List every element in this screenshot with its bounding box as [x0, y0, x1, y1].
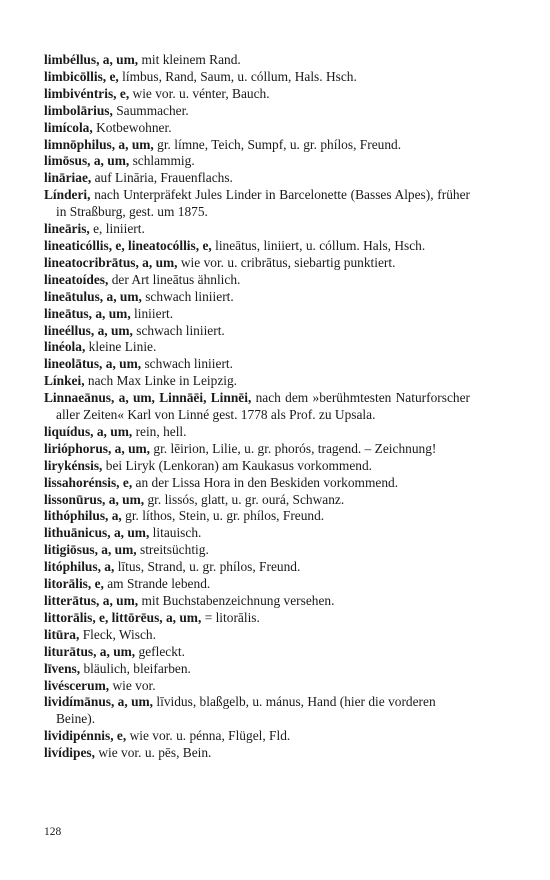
entry-text: nach dem »berühmtesten Naturforscher aller Zeiten« Karl von Linné gest. 1778 als Prof. zu Upsala. — [56, 390, 470, 423]
entry-text: lineātus, liniiert, u. cóllum. Hals, Hsch. — [215, 237, 426, 253]
entry — [44, 559, 470, 576]
page-number: 128 — [44, 826, 62, 838]
dictionary-page — [44, 52, 470, 762]
entry-term: littorālis, e, littōrēus, a, um, — [44, 609, 202, 625]
entry — [44, 593, 470, 610]
entry-text: = litorālis. — [204, 609, 260, 625]
entry-term: Linnaeānus, a, um, Linnāēi, Linnēi, — [44, 390, 252, 406]
entry-text: wie vor. u. pēs, Bein. — [98, 745, 212, 761]
entry — [44, 728, 470, 745]
entry-term: limbivéntris, e, — [44, 85, 130, 101]
entry-text: auf Linārіa, Frauenflachs. — [94, 170, 233, 186]
entry — [44, 52, 470, 69]
entry — [44, 627, 470, 644]
entry-text: litauisch. — [152, 525, 202, 541]
entry — [44, 441, 470, 458]
entry-term: lineaticóllis, e, lineatocóllis, e, — [44, 237, 212, 253]
entry-term: lineéllus, a, um, — [44, 322, 133, 338]
entry — [44, 221, 470, 238]
entry-text: schwach liniiert. — [136, 322, 225, 338]
entry-text: bei Liryk (Lenkoran) am Kaukasus vorkommend. — [105, 457, 373, 473]
entry-term: liturātus, a, um, — [44, 643, 136, 659]
entry-term: livéscerum, — [44, 677, 110, 693]
entry-text: wie vor. u. vénter, Bauch. — [132, 85, 270, 101]
entry-text: wie vor. u. cribrātus, siebartig punktiert. — [180, 254, 396, 270]
entry-text: nach Unterpräfekt Jules Linder in Barcelonette (Basses Alpes), früher in Straßburg, gest. um 1875. — [56, 187, 470, 220]
entry-term: limōsus, a, um, — [44, 153, 130, 169]
entry-text: mit Buchstabenzeichnung versehen. — [141, 593, 335, 608]
entry — [44, 103, 470, 120]
entry-text: wie vor. u. pénna, Flügel, Fld. — [129, 728, 291, 744]
entry — [44, 525, 470, 542]
entry-term: lithóphilus, a, — [44, 508, 122, 524]
entry-term: Línderi, — [44, 187, 91, 203]
entry-term: lineāris, — [44, 221, 90, 237]
entry-text: streitsüchtig. — [140, 542, 209, 558]
entry-term: lirióphorus, a, um, — [44, 440, 151, 456]
entry-text: gr. lissós, glatt, u. gr. ourá, Schwanz. — [147, 491, 345, 507]
entry-term: lineolātus, a, um, — [44, 356, 142, 372]
entry — [44, 339, 470, 356]
entry — [44, 492, 470, 509]
entry-term: lineatoídes, — [44, 271, 109, 287]
entry — [44, 153, 470, 170]
entry-text: am Strande lebend. — [107, 576, 211, 592]
entry — [44, 255, 470, 272]
entry-text: Fleck, Wisch. — [82, 626, 156, 642]
entry-text: gr. límne, Teich, Sumpf, u. gr. phílos, Freund. — [157, 136, 402, 152]
entry-text: gr. líthos, Stein, u. gr. phílos, Freund. — [125, 508, 325, 524]
entry-term: limbolārius, — [44, 102, 113, 118]
entry — [44, 69, 470, 86]
entry — [44, 694, 470, 728]
entry-term: limbicōllis, e, — [44, 68, 119, 84]
entry-term: Línkei, — [44, 373, 85, 389]
entry-text: nach Max Linke in Leipzig. — [87, 373, 238, 389]
entry-text: līvidus, blaßgelb, u. mánus, Hand (hier die vorderen Beine). — [56, 694, 436, 727]
entry-text: rein, hell. — [135, 423, 187, 439]
entry-text: schwach liniiert. — [144, 356, 233, 372]
entry — [44, 120, 470, 137]
entry-term: litigiōsus, a, um, — [44, 542, 137, 558]
entry — [44, 661, 470, 678]
entry — [44, 424, 470, 441]
entry — [44, 137, 470, 154]
entry — [44, 458, 470, 475]
entry — [44, 678, 470, 695]
entry-term: livídipes, — [44, 745, 95, 761]
entry — [44, 356, 470, 373]
entry — [44, 289, 470, 306]
entry-text: bläulich, bleifarben. — [83, 660, 191, 676]
entry-term: liquídus, a, um, — [44, 423, 133, 439]
entry-text: kleine Linie. — [88, 339, 157, 355]
entry-term: lirykénsis, — [44, 457, 103, 473]
entry-text: wie vor. — [112, 677, 156, 693]
entry — [44, 390, 470, 424]
entry-text: an der Lissa Hora in den Beskiden vorkommend. — [135, 474, 399, 490]
entry-term: litterātus, a, um, — [44, 593, 139, 608]
entry — [44, 508, 470, 525]
entry-text: schwach liniiert. — [145, 288, 234, 304]
entry — [44, 187, 470, 221]
entry-term: litūra, — [44, 626, 80, 642]
entry-text: gefleckt. — [138, 643, 185, 659]
entry — [44, 306, 470, 323]
entry-term: linéola, — [44, 339, 86, 355]
entry-term: lividipénnis, e, — [44, 728, 127, 744]
entry — [44, 170, 470, 187]
entry-term: limbéllus, a, um, — [44, 52, 139, 67]
entry-text: lītus, Strand, u. gr. phílos, Freund. — [117, 559, 301, 575]
entry — [44, 373, 470, 390]
entry — [44, 238, 470, 255]
entry-term: lineātulus, a, um, — [44, 288, 142, 304]
entry-term: lissahorénsis, e, — [44, 474, 133, 490]
entry-text: der Art lineātus ähnlich. — [111, 271, 241, 287]
entry-term: lineātus, a, um, — [44, 305, 131, 321]
entry-text: e, liniiert. — [93, 221, 145, 237]
entry-term: litóphilus, a, — [44, 559, 115, 575]
entry — [44, 644, 470, 661]
entry — [44, 576, 470, 593]
entry-text: gr. lēirion, Lilie, u. gr. phorós, tragend. – Zeichnung! — [153, 440, 437, 456]
entry-text: Kotbewohner. — [96, 119, 172, 135]
entry — [44, 323, 470, 340]
entry-text: liniiert. — [134, 305, 174, 321]
entry-term: linārіae, — [44, 170, 92, 186]
entry-term: lividímānus, a, um, — [44, 694, 154, 710]
entry-term: litorālis, e, — [44, 576, 104, 592]
entry-text: Saummacher. — [116, 102, 189, 118]
entry — [44, 86, 470, 103]
entry — [44, 272, 470, 289]
entry-text: schlammig. — [132, 153, 195, 169]
entry — [44, 745, 470, 762]
entry-term: limícola, — [44, 119, 93, 135]
entry-term: lithuānicus, a, um, — [44, 525, 150, 541]
entry-term: līvens, — [44, 660, 81, 676]
entry-term: limnōphilus, a, um, — [44, 136, 154, 152]
entry — [44, 610, 470, 627]
entry-text: límbus, Rand, Saum, u. cóllum, Hals. Hsch. — [122, 68, 357, 84]
entry-text: mit kleinem Rand. — [141, 52, 241, 67]
entry — [44, 542, 470, 559]
entry-term: lineatocribrātus, a, um, — [44, 254, 178, 270]
entry-term: lissonūrus, a, um, — [44, 491, 145, 507]
entry — [44, 475, 470, 492]
